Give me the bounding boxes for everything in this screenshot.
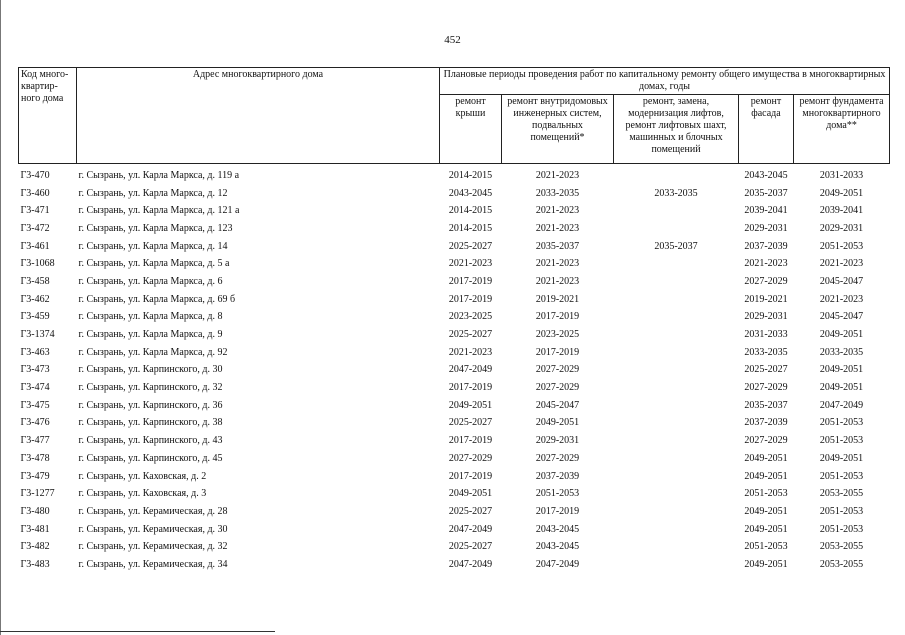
cell-foundation: 2045-2047	[819, 311, 864, 323]
cell-foundation: 2051-2053	[819, 435, 864, 447]
table-row	[19, 291, 890, 309]
cell-foundation: 2021-2023	[819, 258, 864, 270]
table-row	[19, 379, 890, 397]
cell-address: г. Сызрань, ул. Карла Маркса, д. 69 б	[78, 293, 236, 305]
cell-foundation: 2049-2051	[819, 382, 864, 394]
cell-systems: 2027-2029	[535, 382, 580, 394]
cell-facade: 2027-2029	[744, 435, 788, 447]
cell-code: Г3-462	[20, 293, 50, 305]
cell-systems: 2021-2023	[535, 222, 580, 234]
cell-systems: 2021-2023	[535, 205, 580, 217]
cell-facade: 2049-2051	[744, 523, 788, 535]
cell-code: Г3-1068	[20, 258, 55, 270]
cell-foundation: 2021-2023	[819, 293, 864, 305]
cell-facade: 2027-2029	[744, 275, 788, 287]
cell-roof: 2047-2049	[448, 364, 493, 376]
bottom-rule	[0, 631, 275, 632]
cell-foundation: 2047-2049	[819, 399, 864, 411]
table-row	[19, 220, 890, 238]
cell-address: г. Сызрань, ул. Карпинского, д. 36	[78, 399, 223, 411]
header-facade: ремонт фасада	[739, 95, 794, 164]
cell-lifts	[614, 521, 739, 539]
cell-facade: 2049-2051	[744, 505, 788, 517]
cell-foundation: 2033-2035	[819, 346, 864, 358]
cell-code: Г3-477	[20, 435, 50, 447]
cell-address: г. Сызрань, ул. Керамическая, д. 30	[78, 523, 228, 535]
cell-foundation: 2045-2047	[819, 275, 864, 287]
header-code: Код много-квартир-ного дома	[19, 68, 77, 164]
cell-lifts: 2035-2037	[654, 240, 698, 252]
cell-facade: 2043-2045	[744, 169, 788, 181]
cell-lifts	[614, 273, 739, 291]
table-body	[19, 164, 890, 574]
cell-roof: 2014-2015	[448, 169, 493, 181]
cell-facade: 2025-2027	[744, 364, 788, 376]
cell-systems: 2017-2019	[535, 311, 580, 323]
table-row	[19, 468, 890, 486]
cell-roof: 2025-2027	[448, 417, 493, 429]
cell-code: Г3-482	[20, 541, 50, 553]
cell-code: Г3-481	[20, 523, 50, 535]
cell-lifts	[614, 397, 739, 415]
cell-lifts	[614, 255, 739, 273]
cell-roof: 2027-2029	[448, 452, 493, 464]
cell-code: Г3-1374	[20, 329, 55, 341]
cell-lifts	[614, 485, 739, 503]
cell-facade: 2031-2033	[744, 329, 788, 341]
table-row	[19, 521, 890, 539]
cell-address: г. Сызрань, ул. Карпинского, д. 30	[78, 364, 223, 376]
cell-lifts	[614, 344, 739, 362]
cell-roof: 2017-2019	[448, 470, 493, 482]
cell-address: г. Сызрань, ул. Карла Маркса, д. 123	[78, 222, 233, 234]
table-row	[19, 344, 890, 362]
cell-foundation: 2051-2053	[819, 240, 864, 252]
cell-systems: 2045-2047	[535, 399, 580, 411]
cell-systems: 2017-2019	[535, 505, 580, 517]
cell-address: г. Сызрань, ул. Карпинского, д. 45	[78, 452, 223, 464]
cell-systems: 2017-2019	[535, 346, 580, 358]
cell-systems: 2021-2023	[535, 258, 580, 270]
table-row	[19, 432, 890, 450]
cell-address: г. Сызрань, ул. Каховская, д. 2	[78, 470, 207, 482]
cell-roof: 2023-2025	[448, 311, 493, 323]
table-row	[19, 326, 890, 344]
header-foundation: ремонт фундамента многоквартирного дома**	[794, 95, 890, 164]
cell-lifts: 2033-2035	[654, 187, 698, 199]
cell-systems: 2043-2045	[535, 541, 580, 553]
cell-systems: 2037-2039	[535, 470, 580, 482]
cell-roof: 2017-2019	[448, 435, 493, 447]
cell-foundation: 2049-2051	[819, 364, 864, 376]
cell-foundation: 2051-2053	[819, 505, 864, 517]
cell-address: г. Сызрань, ул. Карла Маркса, д. 92	[78, 346, 228, 358]
cell-lifts	[614, 220, 739, 238]
cell-systems: 2035-2037	[535, 240, 580, 252]
cell-facade: 2035-2037	[744, 399, 788, 411]
cell-foundation: 2039-2041	[819, 205, 864, 217]
cell-lifts	[614, 468, 739, 486]
cell-address: г. Сызрань, ул. Керамическая, д. 34	[78, 558, 228, 570]
cell-foundation: 2053-2055	[819, 488, 864, 500]
cell-lifts	[614, 362, 739, 380]
cell-lifts	[614, 309, 739, 327]
cell-roof: 2017-2019	[448, 382, 493, 394]
table-row	[19, 255, 890, 273]
cell-lifts	[614, 291, 739, 309]
cell-facade: 2039-2041	[744, 205, 788, 217]
cell-facade: 2027-2029	[744, 382, 788, 394]
cell-foundation: 2053-2055	[819, 558, 864, 570]
cell-address: г. Сызрань, ул. Керамическая, д. 32	[78, 541, 228, 553]
table-row	[19, 503, 890, 521]
table-header-row	[19, 68, 890, 95]
header-roof: ремонт крыши	[440, 95, 502, 164]
cell-address: г. Сызрань, ул. Карпинского, д. 38	[78, 417, 223, 429]
cell-code: Г3-473	[20, 364, 50, 376]
table-row	[19, 362, 890, 380]
cell-systems: 2043-2045	[535, 523, 580, 535]
cell-lifts	[614, 432, 739, 450]
cell-lifts	[614, 326, 739, 344]
cell-address: г. Сызрань, ул. Карла Маркса, д. 121 а	[78, 205, 240, 217]
table-row	[19, 202, 890, 220]
cell-code: Г3-458	[20, 275, 50, 287]
cell-code: Г3-475	[20, 399, 50, 411]
cell-roof: 2043-2045	[448, 187, 493, 199]
cell-systems: 2021-2023	[535, 169, 580, 181]
cell-roof: 2047-2049	[448, 558, 493, 570]
cell-code: Г3-476	[20, 417, 50, 429]
cell-facade: 2037-2039	[744, 417, 788, 429]
cell-systems: 2023-2025	[535, 329, 580, 341]
cell-facade: 2051-2053	[744, 488, 788, 500]
cell-code: Г3-479	[20, 470, 50, 482]
cell-address: г. Сызрань, ул. Карла Маркса, д. 8	[78, 311, 223, 323]
cell-foundation: 2031-2033	[819, 169, 864, 181]
cell-foundation: 2049-2051	[819, 187, 864, 199]
table-row	[19, 238, 890, 256]
cell-code: Г3-471	[20, 205, 50, 217]
repair-schedule-table	[18, 67, 890, 574]
cell-code: Г3-463	[20, 346, 50, 358]
table-row	[19, 556, 890, 574]
cell-foundation: 2029-2031	[819, 222, 864, 234]
cell-roof: 2047-2049	[448, 523, 493, 535]
cell-systems: 2049-2051	[535, 417, 580, 429]
cell-foundation: 2051-2053	[819, 470, 864, 482]
cell-facade: 2049-2051	[744, 558, 788, 570]
cell-code: Г3-483	[20, 558, 50, 570]
cell-code: Г3-461	[20, 240, 50, 252]
cell-roof: 2025-2027	[448, 505, 493, 517]
cell-roof: 2014-2015	[448, 222, 493, 234]
cell-roof: 2025-2027	[448, 329, 493, 341]
cell-foundation: 2049-2051	[819, 329, 864, 341]
cell-address: г. Сызрань, ул. Карла Маркса, д. 12	[78, 187, 228, 199]
cell-address: г. Сызрань, ул. Карпинского, д. 43	[78, 435, 223, 447]
table-row	[19, 415, 890, 433]
cell-roof: 2025-2027	[448, 240, 493, 252]
cell-roof: 2017-2019	[448, 293, 493, 305]
cell-roof: 2021-2023	[448, 346, 493, 358]
cell-lifts	[614, 556, 739, 574]
cell-roof: 2049-2051	[448, 399, 493, 411]
cell-lifts	[614, 450, 739, 468]
cell-foundation: 2049-2051	[819, 452, 864, 464]
cell-address: г. Сызрань, ул. Карпинского, д. 32	[78, 382, 223, 394]
cell-facade: 2029-2031	[744, 311, 788, 323]
cell-code: Г3-459	[20, 311, 50, 323]
cell-code: Г3-478	[20, 452, 50, 464]
table-row	[19, 538, 890, 556]
table-row	[19, 450, 890, 468]
cell-roof: 2017-2019	[448, 275, 493, 287]
cell-code: Г3-460	[20, 187, 50, 199]
cell-facade: 2037-2039	[744, 240, 788, 252]
cell-systems: 2021-2023	[535, 275, 580, 287]
cell-roof: 2021-2023	[448, 258, 493, 270]
cell-lifts	[614, 202, 739, 220]
cell-facade: 2051-2053	[744, 541, 788, 553]
cell-address: г. Сызрань, ул. Карла Маркса, д. 5 а	[78, 258, 230, 270]
cell-address: г. Сызрань, ул. Карла Маркса, д. 9	[78, 329, 223, 341]
cell-systems: 2047-2049	[535, 558, 580, 570]
cell-facade: 2035-2037	[744, 187, 788, 199]
cell-facade: 2049-2051	[744, 452, 788, 464]
cell-facade: 2029-2031	[744, 222, 788, 234]
cell-address: г. Сызрань, ул. Каховская, д. 3	[78, 488, 207, 500]
page-edge-line	[0, 0, 1, 635]
table-row	[19, 397, 890, 415]
cell-roof: 2049-2051	[448, 488, 493, 500]
cell-address: г. Сызрань, ул. Керамическая, д. 28	[78, 505, 228, 517]
header-systems: ремонт внутридомовых инженерных систем, подвальных помещений*	[502, 95, 614, 164]
cell-code: Г3-474	[20, 382, 50, 394]
cell-systems: 2027-2029	[535, 364, 580, 376]
cell-roof: 2014-2015	[448, 205, 493, 217]
cell-address: г. Сызрань, ул. Карла Маркса, д. 14	[78, 240, 228, 252]
cell-lifts	[614, 538, 739, 556]
cell-facade: 2019-2021	[744, 293, 788, 305]
cell-code: Г3-470	[20, 169, 50, 181]
page-number: 452	[444, 34, 461, 46]
table-row	[19, 164, 890, 185]
table-row	[19, 485, 890, 503]
cell-facade: 2033-2035	[744, 346, 788, 358]
cell-address: г. Сызрань, ул. Карла Маркса, д. 119 а	[78, 169, 240, 181]
cell-lifts	[614, 503, 739, 521]
header-planned-periods: Плановые периоды проведения работ по капитальному ремонту общего имущества в многоквартирных домах, годы	[440, 68, 890, 95]
cell-systems: 2033-2035	[535, 187, 580, 199]
cell-address: г. Сызрань, ул. Карла Маркса, д. 6	[78, 275, 223, 287]
cell-foundation: 2053-2055	[819, 541, 864, 553]
cell-systems: 2051-2053	[535, 488, 580, 500]
cell-systems: 2029-2031	[535, 435, 580, 447]
cell-facade: 2049-2051	[744, 470, 788, 482]
table-row	[19, 273, 890, 291]
cell-systems: 2019-2021	[535, 293, 580, 305]
cell-code: Г3-1277	[20, 488, 55, 500]
cell-lifts	[614, 415, 739, 433]
header-address: Адрес многоквартирного дома	[77, 68, 440, 164]
cell-systems: 2027-2029	[535, 452, 580, 464]
cell-foundation: 2051-2053	[819, 523, 864, 535]
table-row	[19, 185, 890, 203]
cell-roof: 2025-2027	[448, 541, 493, 553]
table-row	[19, 309, 890, 327]
cell-lifts	[614, 164, 739, 185]
cell-foundation: 2051-2053	[819, 417, 864, 429]
header-lifts: ремонт, замена, модернизация лифтов, ремонт лифтовых шахт, машинных и блочных помещений	[614, 95, 739, 164]
cell-code: Г3-480	[20, 505, 50, 517]
cell-facade: 2021-2023	[744, 258, 788, 270]
cell-lifts	[614, 379, 739, 397]
cell-code: Г3-472	[20, 222, 50, 234]
